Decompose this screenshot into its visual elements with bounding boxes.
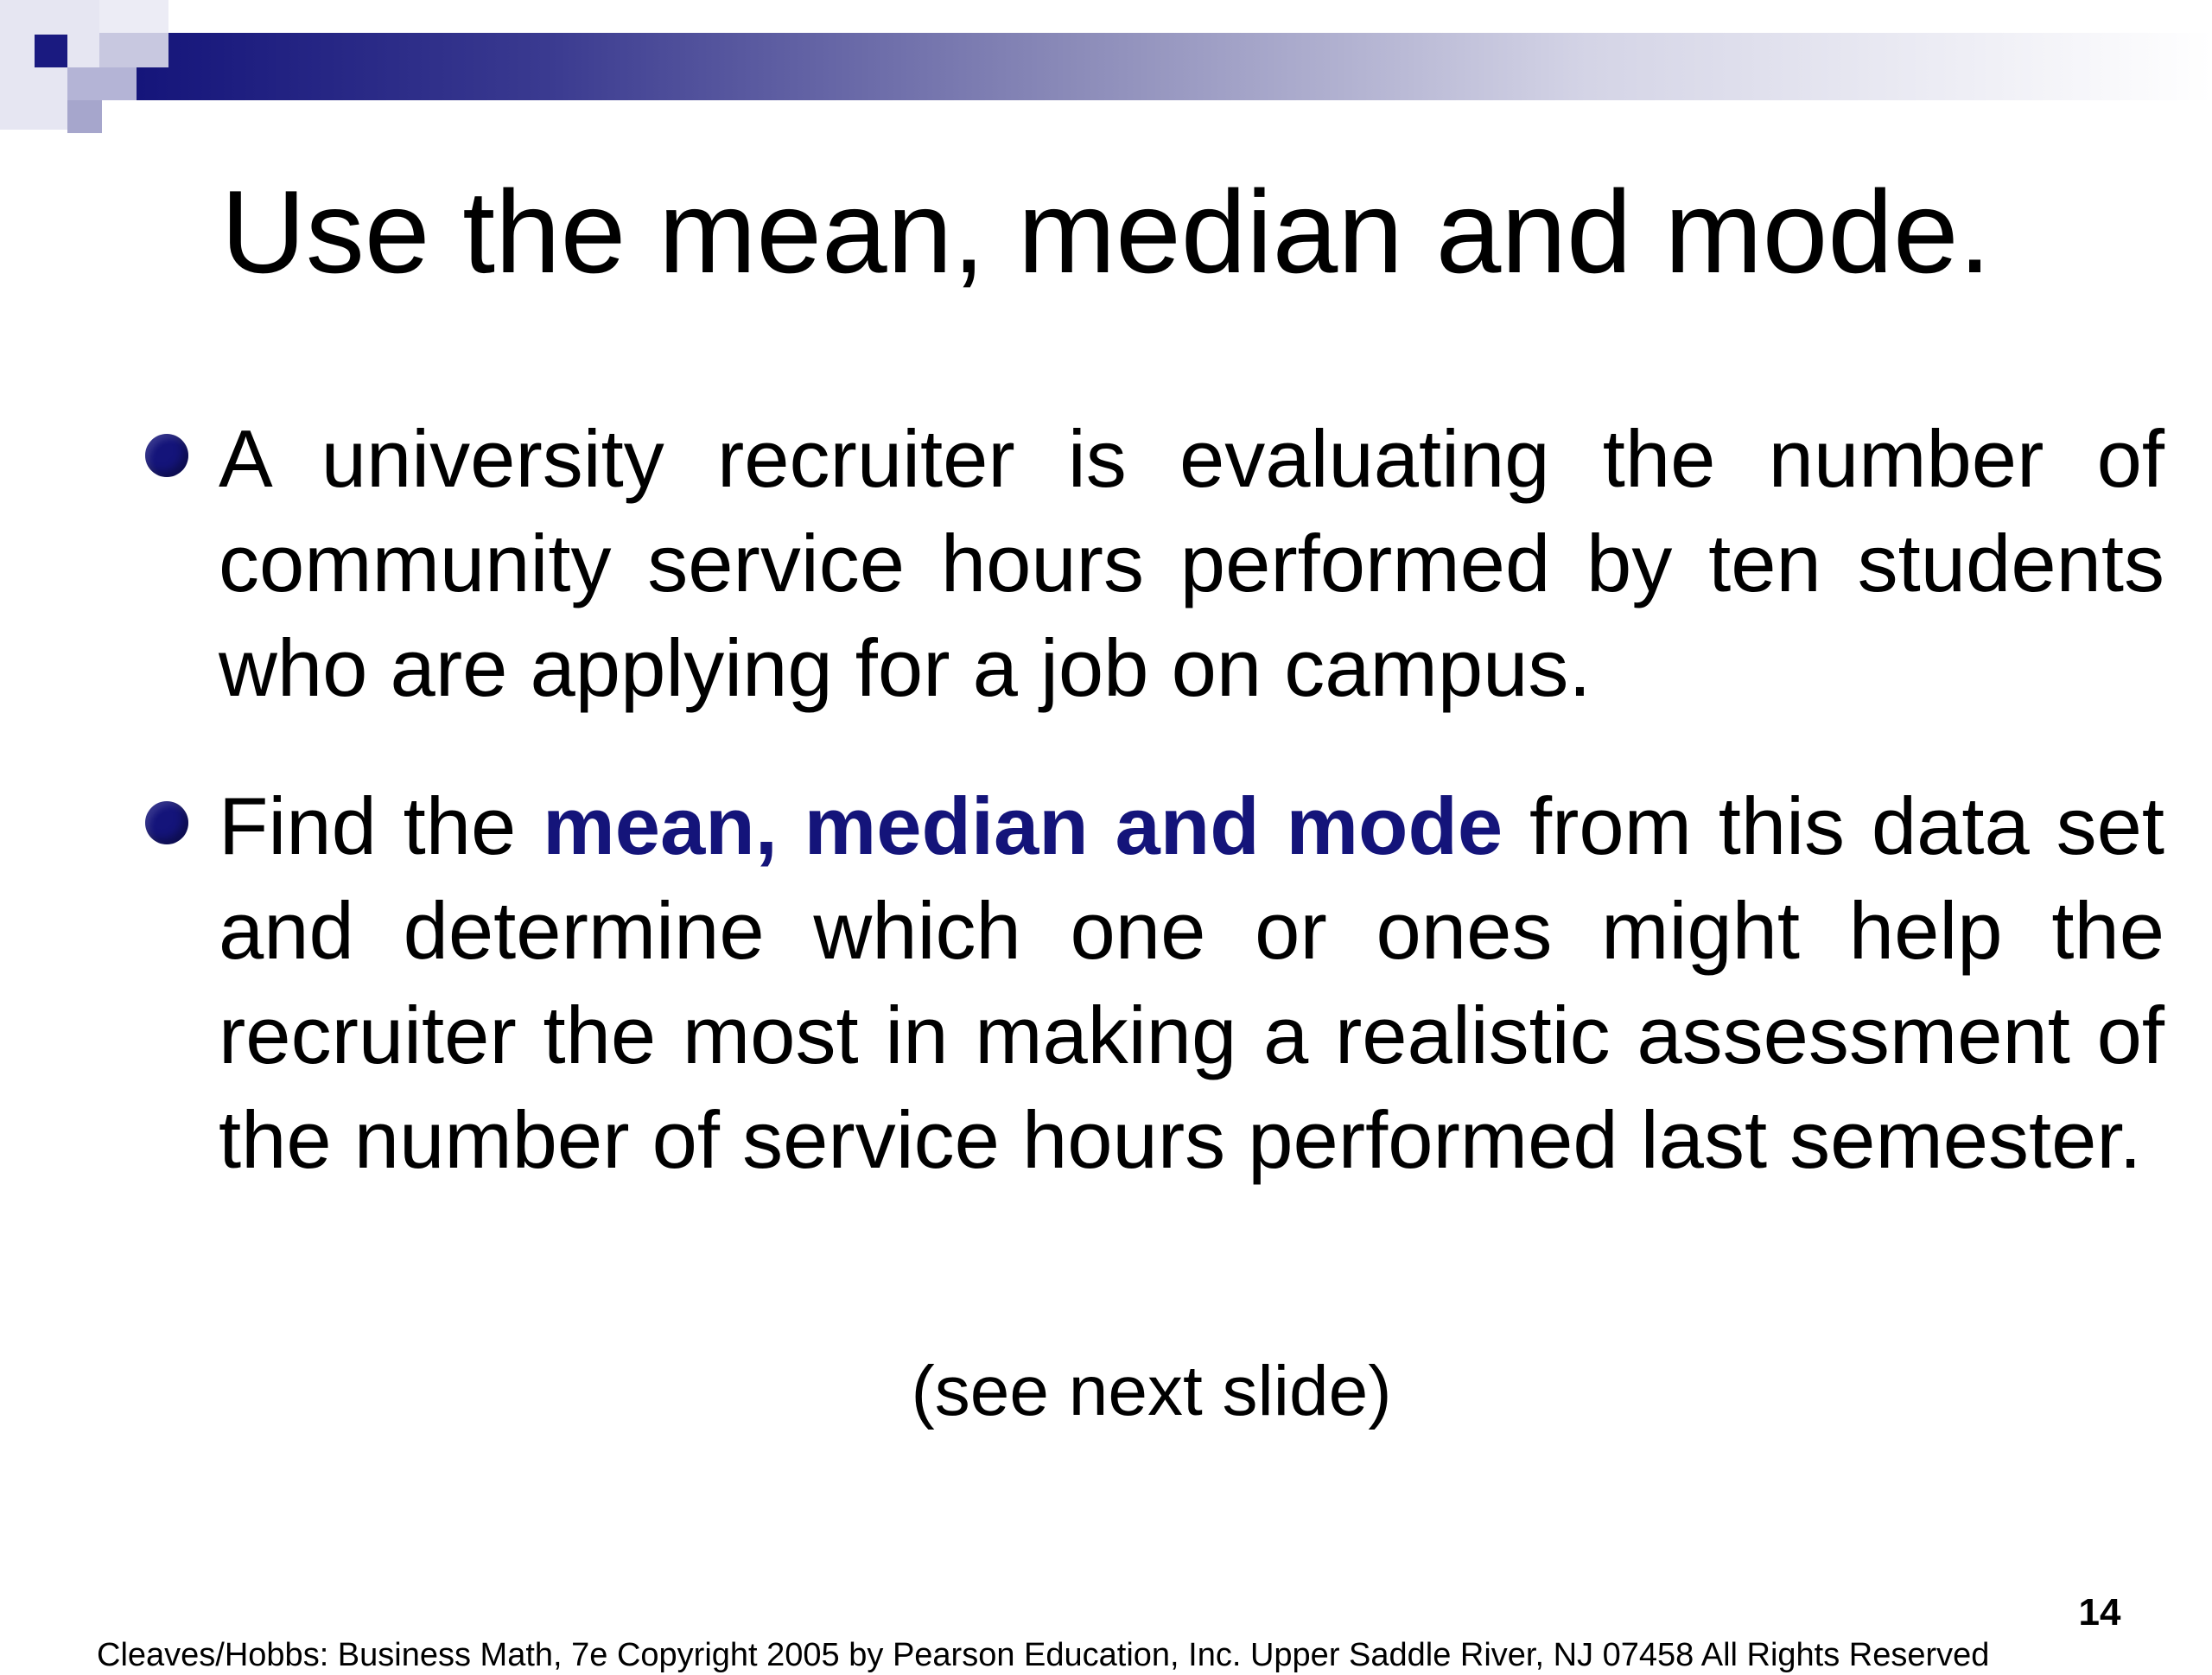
bullet-text <box>219 774 2164 1192</box>
bullet-dot-icon <box>145 801 188 844</box>
bullet-dot-icon <box>145 434 188 477</box>
page-number: 14 <box>2078 1591 2121 1634</box>
header-square <box>67 100 102 133</box>
header-square <box>67 67 137 100</box>
see-next-slide-note: (see next slide) <box>911 1352 1392 1430</box>
header-square <box>99 33 168 67</box>
header-square <box>99 0 168 33</box>
bullet-text-lead: Find the <box>219 780 543 871</box>
header-square <box>35 35 67 67</box>
header-gradient-bar <box>130 33 2212 100</box>
copyright-footer: Cleaves/Hobbs: Business Math, 7e Copyright 2005 by Pearson Education, Inc. Upper Saddle River, NJ 07458 All Rights Reserved <box>97 1637 1990 1673</box>
slide-title: Use the mean, median and mode. <box>220 166 1992 297</box>
bullet-text: A university recruiter is evaluating the number of community service hours performed by ten students who are applying for a job on campus. <box>219 413 2164 713</box>
bullet-text-emphasis: mean, median and mode <box>543 780 1503 871</box>
bullet-text-rest: from this data set and determine which one or ones might help the recruiter the most in making a realistic assessment of the number of service hours performed last semester. <box>219 780 2165 1185</box>
